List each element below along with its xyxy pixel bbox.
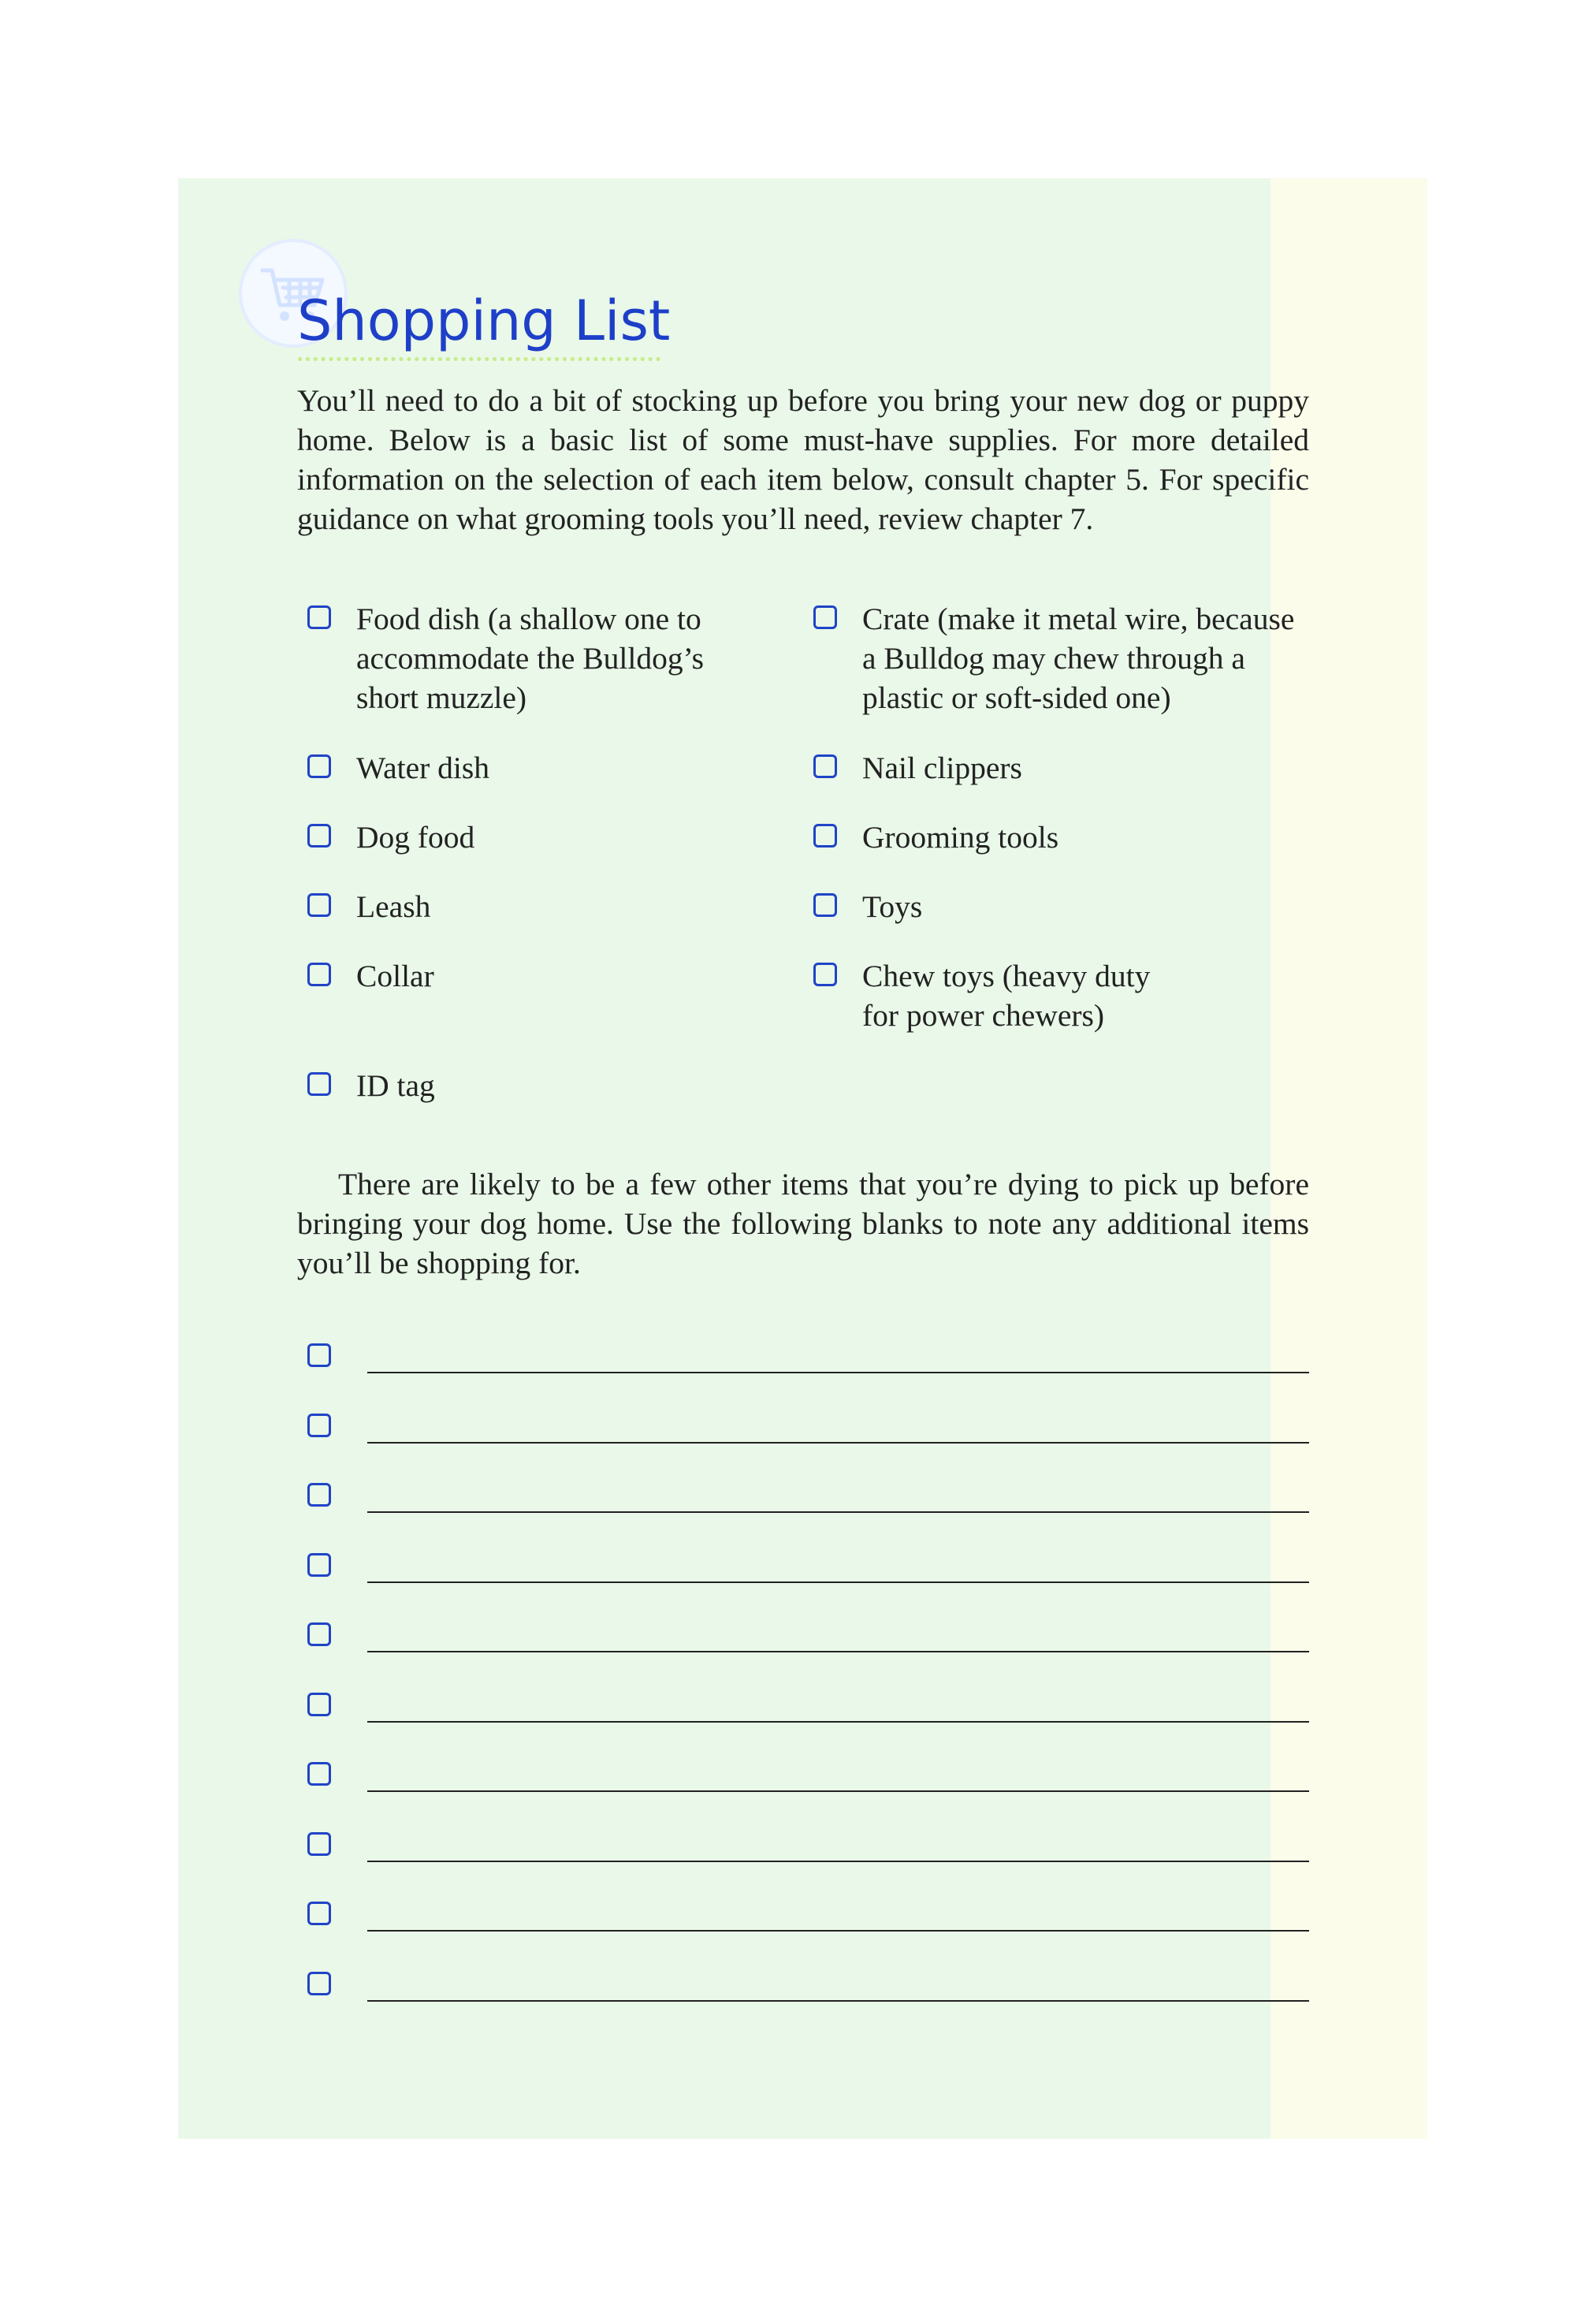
blank-item-row[interactable] xyxy=(307,1409,1309,1448)
additional-items-paragraph: There are likely to be a few other items that you’re dying to pick up before bringing your dog home. Use the following blanks to note any additional items you’ll be shopping for. xyxy=(297,1167,1309,1280)
blank-item-row[interactable] xyxy=(307,1548,1309,1588)
checkbox[interactable] xyxy=(813,963,837,986)
checkbox[interactable] xyxy=(307,1972,331,1995)
checkbox[interactable] xyxy=(813,754,837,778)
checkbox[interactable] xyxy=(307,1693,331,1716)
checkbox[interactable] xyxy=(307,1072,331,1096)
blank-item-row[interactable] xyxy=(307,1339,1309,1378)
checkbox[interactable] xyxy=(307,1414,331,1437)
checklist-item-label: Water dish xyxy=(356,751,490,785)
checkbox[interactable] xyxy=(307,824,331,848)
blank-item-row[interactable] xyxy=(307,1967,1309,2006)
write-in-line[interactable] xyxy=(367,1790,1309,1792)
intro-paragraph: You’ll need to do a bit of stocking up before you bring your new dog or puppy home. Below is a basic list of some must-have supplies. For more detailed information on the selection of each item below, consult chapter 5. For specific guidance on what grooming tools you’ll need, review chapter 7. xyxy=(297,383,1309,536)
blank-item-row[interactable] xyxy=(307,1688,1309,1727)
write-in-line[interactable] xyxy=(367,1442,1309,1444)
write-in-line[interactable] xyxy=(367,1581,1309,1583)
checklist-item-label: Crate (make it metal wire, because a Bulldog may chew through a plastic or soft-sided one) xyxy=(862,602,1295,715)
write-in-line[interactable] xyxy=(367,1721,1309,1723)
checklist-item-label: Chew toys (heavy duty for power chewers) xyxy=(862,959,1151,1033)
checklist-item-label: Collar xyxy=(356,959,434,993)
write-in-line[interactable] xyxy=(367,1861,1309,1862)
blank-item-row[interactable] xyxy=(307,1897,1309,1936)
write-in-line[interactable] xyxy=(367,1651,1309,1652)
checkbox[interactable] xyxy=(307,754,331,778)
checkbox[interactable] xyxy=(307,605,331,629)
checklist-item-label: ID tag xyxy=(356,1068,435,1103)
checkbox[interactable] xyxy=(307,963,331,986)
blank-item-row[interactable] xyxy=(307,1757,1309,1797)
checkbox[interactable] xyxy=(813,893,837,917)
checklist-item-label: Dog food xyxy=(356,820,475,855)
checkbox[interactable] xyxy=(813,824,837,848)
checkbox[interactable] xyxy=(307,1343,331,1367)
checklist-item-label: Nail clippers xyxy=(862,751,1022,785)
checkbox[interactable] xyxy=(813,605,837,629)
blank-item-row[interactable] xyxy=(307,1618,1309,1657)
checkbox[interactable] xyxy=(307,1622,331,1646)
blank-item-row[interactable] xyxy=(307,1827,1309,1867)
checklist-item-label: Leash xyxy=(356,889,431,924)
write-in-line[interactable] xyxy=(367,1930,1309,1932)
checkbox[interactable] xyxy=(307,893,331,917)
write-in-line[interactable] xyxy=(367,1511,1309,1513)
checkbox[interactable] xyxy=(307,1832,331,1856)
checkbox[interactable] xyxy=(307,1553,331,1577)
blank-item-row[interactable] xyxy=(307,1478,1309,1518)
checkbox[interactable] xyxy=(307,1483,331,1507)
write-in-line[interactable] xyxy=(367,2000,1309,2002)
page-title: Shopping List xyxy=(297,289,671,353)
title-dotted-underline xyxy=(298,357,660,361)
checkbox[interactable] xyxy=(307,1902,331,1925)
checkbox[interactable] xyxy=(307,1762,331,1786)
checklist-item-label: Grooming tools xyxy=(862,820,1059,855)
write-in-line[interactable] xyxy=(367,1372,1309,1373)
checklist-item-label: Toys xyxy=(862,889,923,924)
checklist-item-label: Food dish (a shallow one to accommodate the Bulldog’s short muzzle) xyxy=(356,602,704,715)
